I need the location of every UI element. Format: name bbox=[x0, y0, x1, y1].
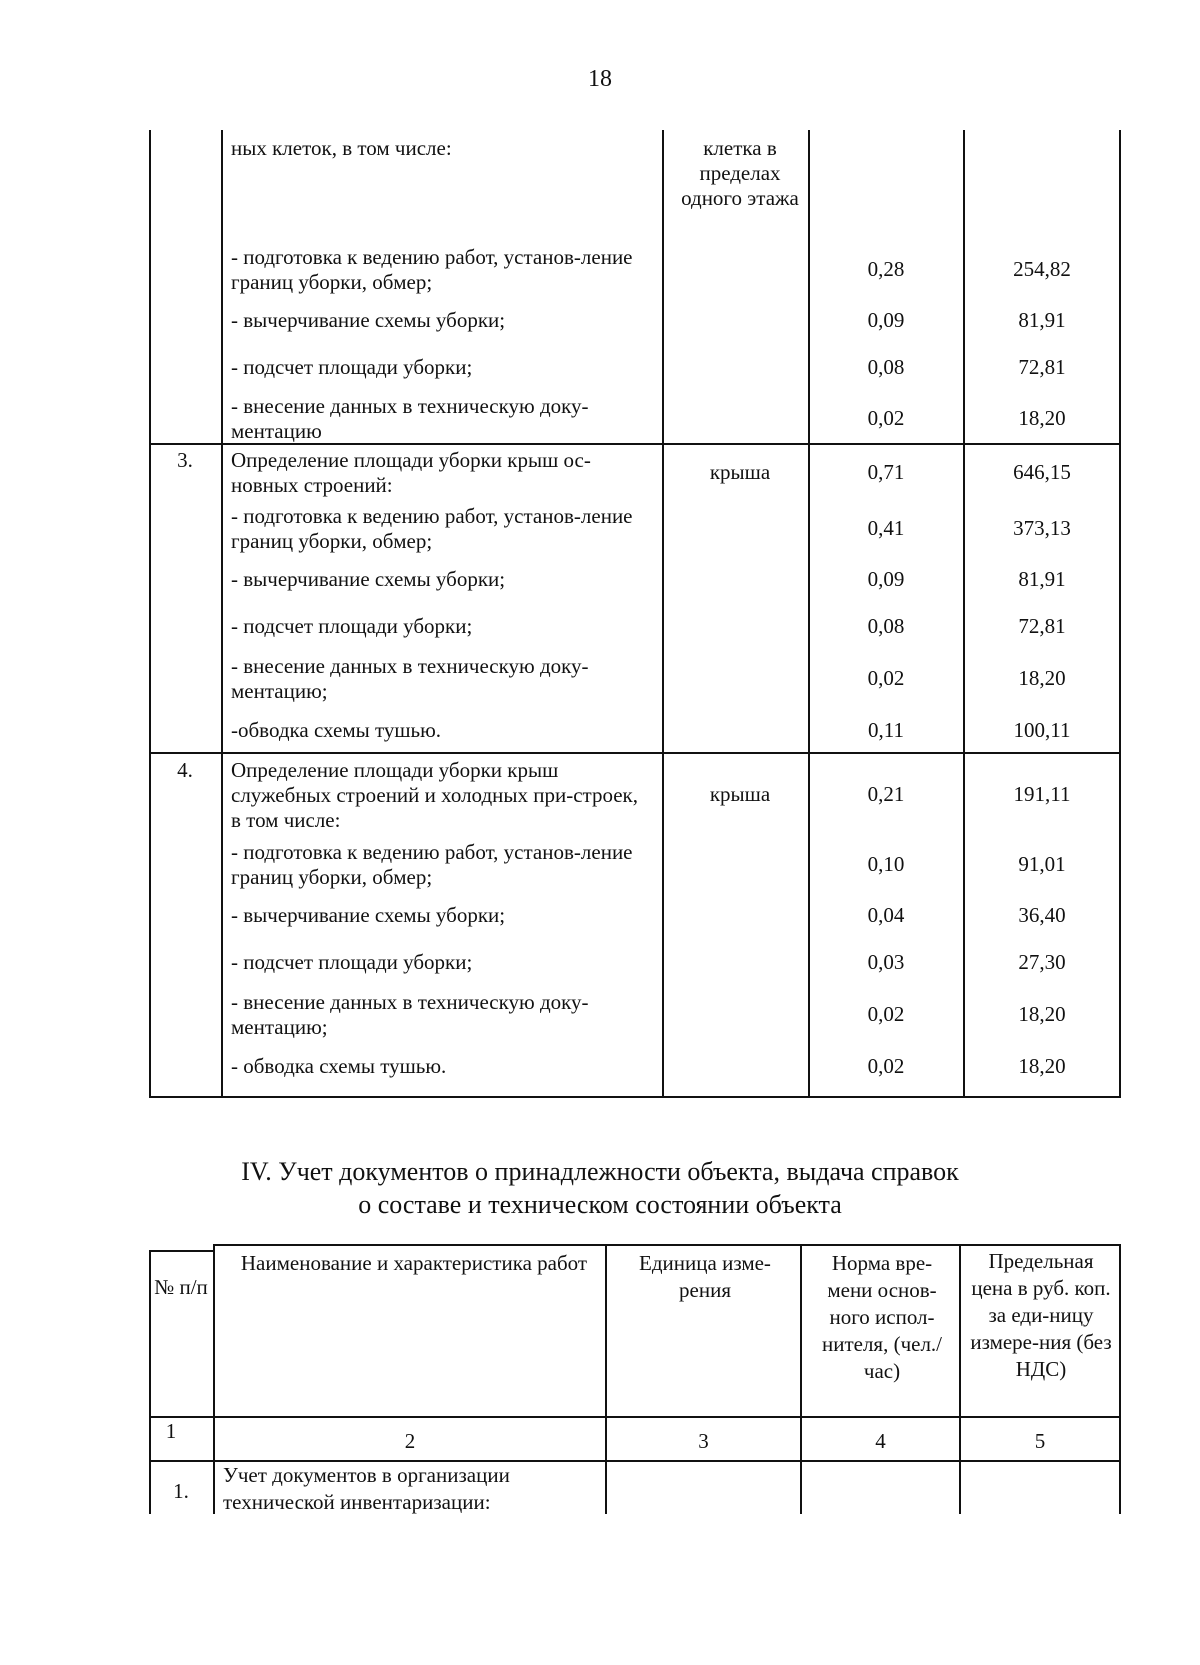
time-norm: 0,02 bbox=[867, 1054, 905, 1078]
work-name: - внесение данных в техническую доку-ментацию; bbox=[231, 654, 589, 703]
price-limit: 72,81 bbox=[1018, 614, 1066, 638]
time-norm: 0,28 bbox=[867, 257, 905, 281]
work-name: - вычерчивание схемы уборки; bbox=[231, 308, 506, 332]
work-name: - внесение данных в техническую доку-ментацию bbox=[231, 394, 589, 443]
work-name: Учет документов в организации технической инвентаризации: bbox=[223, 1463, 510, 1514]
time-norm: 0,08 bbox=[867, 355, 905, 379]
work-name: - подсчет площади уборки; bbox=[231, 614, 473, 638]
section-title-line-1: IV. Учет документов о принадлежности объекта, выдача справок bbox=[241, 1157, 959, 1186]
table2-divider-name bbox=[605, 1244, 607, 1514]
page-number: 18 bbox=[588, 66, 612, 92]
item-number: 1. bbox=[173, 1479, 189, 1503]
measure-unit: клетка в пределах одного этажа bbox=[681, 136, 799, 210]
time-norm: 0,03 bbox=[867, 950, 905, 974]
time-norm: 0,02 bbox=[867, 666, 905, 690]
work-name: - подсчет площади уборки; bbox=[231, 355, 473, 379]
work-name: - внесение данных в техническую доку-ментацию; bbox=[231, 990, 589, 1039]
section-title bbox=[0, 1155, 1200, 1221]
price-limit: 18,20 bbox=[1018, 1002, 1066, 1026]
column-number: 4 bbox=[875, 1429, 886, 1453]
table2-divider-num bbox=[213, 1244, 215, 1514]
header-num: № п/п bbox=[154, 1275, 208, 1299]
header-price: Предельная цена в руб. коп. за еди-ницу измере-ния (без НДС) bbox=[970, 1249, 1112, 1381]
price-limit: 36,40 bbox=[1018, 903, 1066, 927]
time-norm: 0,02 bbox=[867, 406, 905, 430]
work-name: - подготовка к ведению работ, установ-ление границ уборки, обмер; bbox=[231, 840, 633, 889]
price-limit: 27,30 bbox=[1018, 950, 1066, 974]
work-name: - подготовка к ведению работ, установ-ление границ уборки, обмер; bbox=[231, 245, 633, 294]
price-limit: 18,20 bbox=[1018, 406, 1066, 430]
documents-table bbox=[149, 1244, 1121, 1514]
work-name: -обводка схемы тушью. bbox=[231, 718, 442, 742]
column-number: 5 bbox=[1034, 1429, 1046, 1453]
column-number: 1 bbox=[165, 1419, 177, 1443]
price-limit: 81,91 bbox=[1018, 308, 1066, 332]
table1-row-separator bbox=[149, 752, 1121, 754]
section-title-line-2: о составе и техническом состоянии объекта bbox=[358, 1190, 842, 1219]
measure-unit: крыша bbox=[709, 782, 771, 806]
column-number: 2 bbox=[404, 1429, 416, 1453]
time-norm: 0,02 bbox=[867, 1002, 905, 1026]
work-name: - вычерчивание схемы уборки; bbox=[231, 903, 506, 927]
time-norm: 0,09 bbox=[867, 308, 905, 332]
work-name: - подготовка к ведению работ, установ-ление границ уборки, обмер; bbox=[231, 504, 633, 553]
table2-border-right bbox=[1119, 1244, 1121, 1514]
price-limit: 91,01 bbox=[1018, 852, 1066, 876]
header-name: Наименование и характеристика работ bbox=[240, 1251, 588, 1275]
price-limit: 373,13 bbox=[1013, 516, 1071, 540]
table1-divider-name bbox=[662, 130, 664, 1098]
work-name: Определение площади уборки крыш ос-новных строений: bbox=[231, 448, 591, 497]
work-name: - вычерчивание схемы уборки; bbox=[231, 567, 506, 591]
price-limit: 18,20 bbox=[1018, 1054, 1066, 1078]
work-name: ных клеток, в том числе: bbox=[231, 136, 452, 160]
work-name: - обводка схемы тушью. bbox=[231, 1054, 447, 1078]
price-limit: 18,20 bbox=[1018, 666, 1066, 690]
table2-border-top bbox=[213, 1244, 1121, 1246]
time-norm: 0,11 bbox=[868, 718, 904, 742]
work-name: Определение площади уборки крыш служебных строений и холодных при-строек, в том числе: bbox=[231, 758, 638, 832]
price-limit: 646,15 bbox=[1013, 460, 1071, 484]
table2-divider-unit bbox=[800, 1244, 802, 1514]
header-unit: Единица изме-рения bbox=[639, 1251, 771, 1302]
item-number: 3. bbox=[177, 448, 193, 472]
measure-unit: крыша bbox=[709, 460, 771, 484]
item-number: 4. bbox=[177, 758, 193, 782]
table2-header-separator bbox=[149, 1416, 1121, 1418]
time-norm: 0,09 bbox=[867, 567, 905, 591]
time-norm: 0,71 bbox=[867, 460, 905, 484]
time-norm: 0,08 bbox=[867, 614, 905, 638]
price-limit: 81,91 bbox=[1018, 567, 1066, 591]
table1-border-bottom bbox=[149, 1096, 1121, 1098]
price-limit: 100,11 bbox=[1013, 718, 1071, 742]
time-norm: 0,21 bbox=[867, 782, 905, 806]
work-name: - подсчет площади уборки; bbox=[231, 950, 473, 974]
table2-divider-norm bbox=[959, 1244, 961, 1514]
table2-border-top-num bbox=[149, 1250, 213, 1252]
column-number: 3 bbox=[698, 1429, 709, 1453]
time-norm: 0,41 bbox=[867, 516, 905, 540]
time-norm: 0,10 bbox=[867, 852, 905, 876]
price-limit: 254,82 bbox=[1013, 257, 1071, 281]
table1-border-left bbox=[149, 130, 151, 1098]
time-norm: 0,04 bbox=[867, 903, 905, 927]
header-norm: Норма вре-мени основ-ного испол-нителя, (чел./час) bbox=[821, 1251, 943, 1383]
price-limit: 72,81 bbox=[1018, 355, 1066, 379]
price-limit: 191,11 bbox=[1013, 782, 1071, 806]
table1-divider-num bbox=[221, 130, 223, 1098]
